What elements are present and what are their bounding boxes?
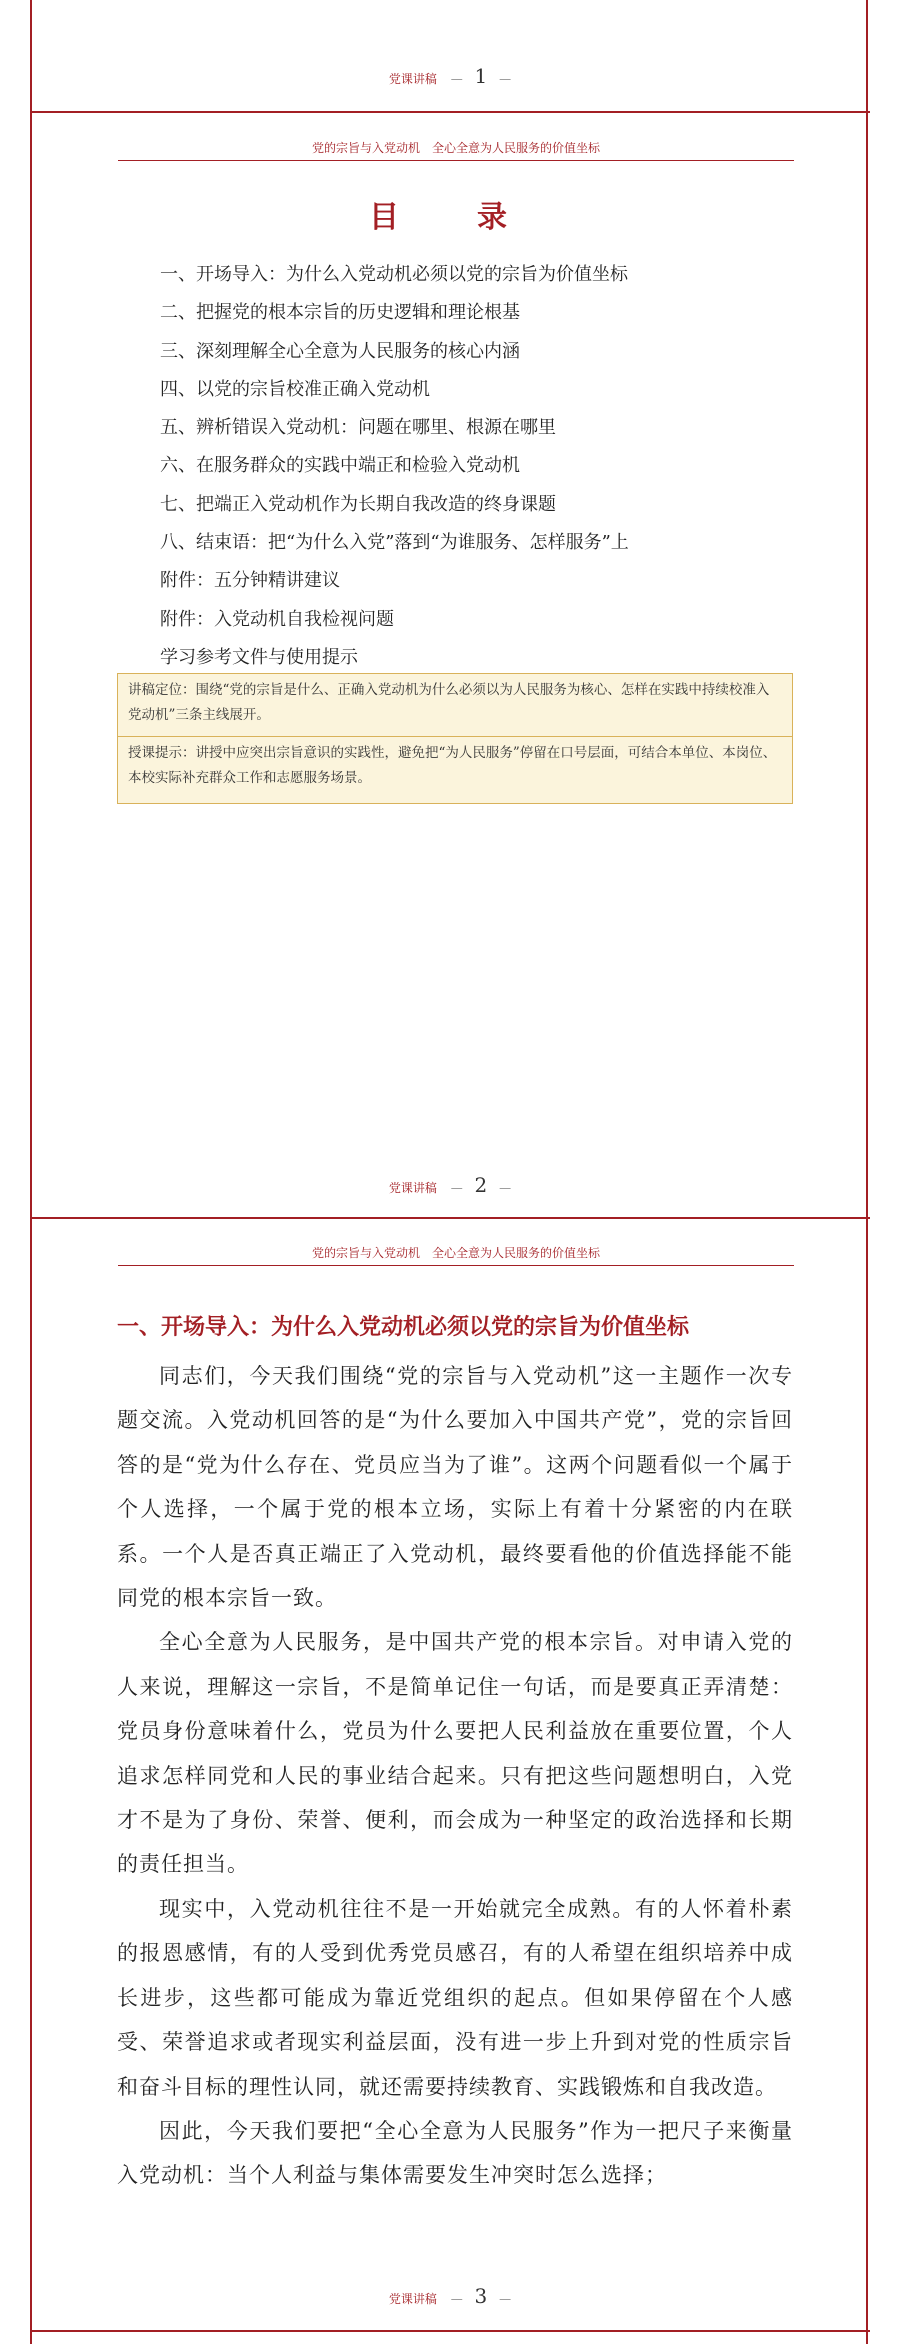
- footer-label: 党课讲稿: [388, 72, 437, 86]
- paragraph: 因此，今天我们要把“全心全意为人民服务”作为一把尺子来衡量入党动机：当个人利益与集体需要发生冲突时怎么选择；: [117, 2118, 793, 2188]
- footer-dash: —: [450, 2292, 463, 2306]
- page-1-footer: [0, 64, 900, 88]
- footer-label: 党课讲稿: [388, 2292, 437, 2306]
- paragraph: 全心全意为人民服务，是中国共产党的根本宗旨。对申请入党的人来说，理解这一宗旨，不是简单记住一句话，而是要真正弄清楚：党员身份意味着什么，党员为什么要把人民利益放在重要位置，个人追求怎样同党和人民的事业结合起来。只有把这些问题想明白，入党才不是为了身份、荣誉、便利，而会成为一种坚定的政治选择和长期的责任担当。: [117, 1630, 793, 1877]
- toc-item[interactable]: 四、以党的宗旨校准正确入党动机: [160, 378, 430, 400]
- footer-dash: —: [499, 72, 512, 86]
- toc-title: 目 录: [369, 200, 531, 235]
- toc-item[interactable]: 附件：五分钟精讲建议: [160, 570, 340, 592]
- section-title: 一、开场导入：为什么入党动机必须以党的宗旨为价值坐标: [117, 1315, 690, 1340]
- toc-item[interactable]: 一、开场导入：为什么入党动机必须以党的宗旨为价值坐标: [160, 264, 628, 285]
- toc-item[interactable]: 学习参考文件与使用提示: [160, 646, 358, 668]
- toc-list: [160, 256, 629, 677]
- section-body: [117, 1354, 793, 2198]
- toc-item[interactable]: 八、结束语：把“为什么入党”落到“为谁服务、怎样服务”上: [160, 532, 629, 554]
- footer-label: 党课讲稿: [388, 1181, 437, 1195]
- toc-item[interactable]: 附件：入党动机自我检视问题: [160, 608, 394, 630]
- page-3-footer: [0, 2284, 900, 2308]
- toc-item[interactable]: 五、辨析错误入党动机：问题在哪里、根源在哪里: [160, 417, 556, 439]
- toc-item[interactable]: 三、深刻理解全心全意为人民服务的核心内涵: [160, 340, 520, 362]
- toc-item[interactable]: 七、把端正入党动机作为长期自我改造的终身课题: [160, 493, 556, 515]
- page-1-frame: [30, 0, 868, 112]
- footer-dash: —: [450, 72, 463, 86]
- paragraph: 现实中，入党动机往往不是一开始就完全成熟。有的人怀着朴素的报恩感情，有的人受到优秀党员感召，有的人希望在组织培养中成长进步，这些都可能成为靠近党组织的起点。但如果停留在个人感受、荣誉追求或者现实利益层面，没有进一步上升到对党的性质宗旨和奋斗目标的理性认同，就还需要持续教育、实践锻炼和自我改造。: [117, 1896, 793, 2099]
- footer-dash: —: [499, 1181, 512, 1195]
- page-2-header: 党的宗旨与入党动机 全心全意为人民服务的价值坐标: [118, 139, 794, 161]
- paragraph: 同志们，今天我们围绕“党的宗旨与入党动机”这一主题作一次专题交流。入党动机回答的是“为什么要加入中国共产党”，党的宗旨回答的是“党为什么存在、党员应当为了谁”。这两个问题看似一个属于个人选择，一个属于党的根本立场，实际上有着十分紧密的内在联系。一个人是否真正端正了入党动机，最终要看他的价值选择能不能同党的根本宗旨一致。: [117, 1364, 793, 1611]
- page-2-footer: [0, 1173, 900, 1197]
- note-positioning: 讲稿定位：围绕“党的宗旨是什么、正确入党动机为什么必须以为人民服务为核心、怎样在实践中持续校准入党动机”三条主线展开。: [117, 673, 793, 737]
- toc-item[interactable]: 六、在服务群众的实践中端正和检验入党动机: [160, 455, 520, 477]
- page-number: 1: [474, 64, 488, 88]
- page-3-bottom-border: [30, 2330, 870, 2332]
- page-number: 3: [474, 2284, 488, 2308]
- page-3-header: 党的宗旨与入党动机 全心全意为人民服务的价值坐标: [118, 1244, 794, 1266]
- page-number: 2: [474, 1173, 488, 1197]
- note-tips: 授课提示：讲授中应突出宗旨意识的实践性，避免把“为人民服务”停留在口号层面，可结合本单位、本岗位、本校实际补充群众工作和志愿服务场景。: [117, 737, 793, 804]
- toc-item[interactable]: 二、把握党的根本宗旨的历史逻辑和理论根基: [160, 302, 520, 324]
- footer-dash: —: [499, 2292, 512, 2306]
- footer-dash: —: [450, 1181, 463, 1195]
